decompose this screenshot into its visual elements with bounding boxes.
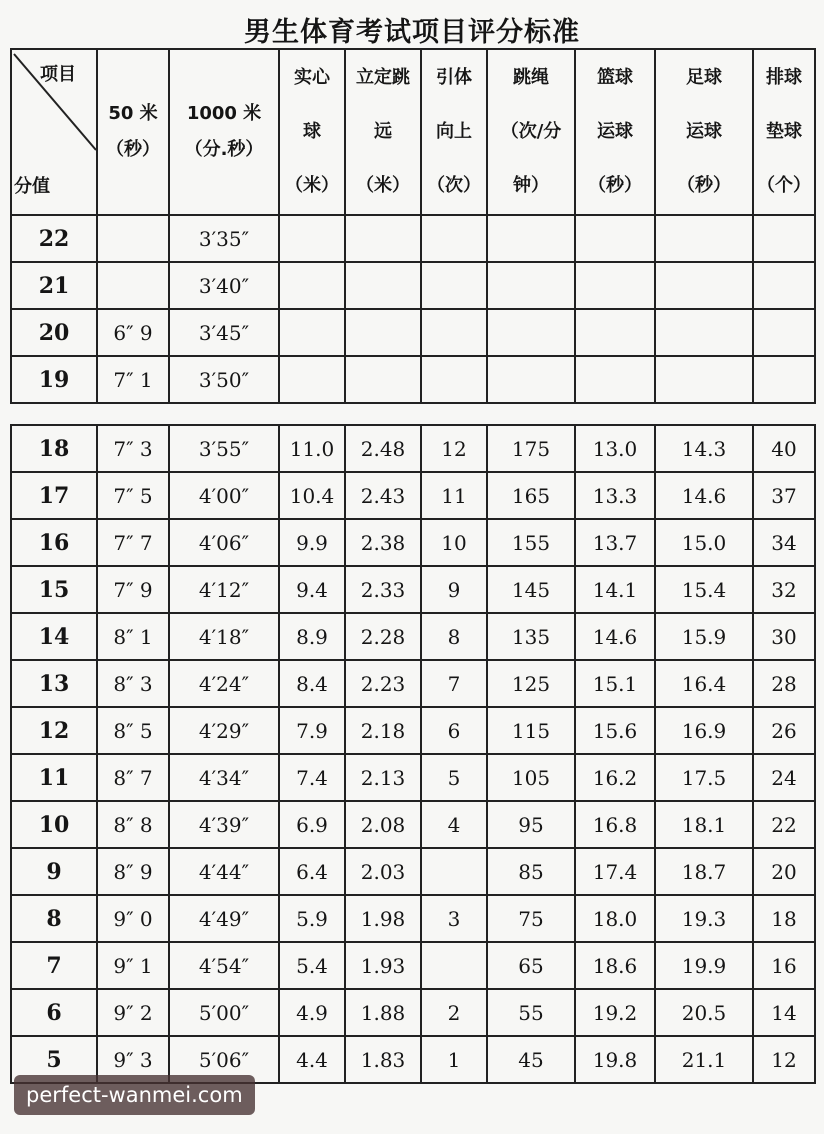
score-cell: 20 bbox=[11, 309, 97, 356]
value-cell: 4′44″ bbox=[169, 848, 279, 895]
table-row bbox=[11, 801, 815, 848]
top-table-body bbox=[11, 215, 815, 403]
table-row bbox=[11, 613, 815, 660]
value-cell: 2.48 bbox=[345, 425, 421, 472]
value-cell: 15.1 bbox=[575, 660, 655, 707]
value-cell: 6.9 bbox=[279, 801, 345, 848]
value-cell: 5′06″ bbox=[169, 1036, 279, 1083]
value-cell: 2.33 bbox=[345, 566, 421, 613]
value-cell: 12 bbox=[753, 1036, 815, 1083]
score-cell: 11 bbox=[11, 754, 97, 801]
value-cell: 32 bbox=[753, 566, 815, 613]
score-table-bottom bbox=[10, 424, 816, 1084]
value-cell: 16.2 bbox=[575, 754, 655, 801]
score-cell: 5 bbox=[11, 1036, 97, 1083]
value-cell: 14.6 bbox=[655, 472, 753, 519]
value-cell: 8 bbox=[421, 613, 487, 660]
value-cell: 13.0 bbox=[575, 425, 655, 472]
value-cell: 3 bbox=[421, 895, 487, 942]
value-cell: 45 bbox=[487, 1036, 575, 1083]
value-cell: 14.1 bbox=[575, 566, 655, 613]
value-cell: 14.6 bbox=[575, 613, 655, 660]
score-cell: 6 bbox=[11, 989, 97, 1036]
value-cell bbox=[655, 356, 753, 403]
value-cell: 2.18 bbox=[345, 707, 421, 754]
value-cell bbox=[279, 215, 345, 262]
value-cell bbox=[279, 356, 345, 403]
value-cell: 10.4 bbox=[279, 472, 345, 519]
value-cell: 4 bbox=[421, 801, 487, 848]
value-cell: 4.4 bbox=[279, 1036, 345, 1083]
table-row bbox=[11, 895, 815, 942]
value-cell: 16.4 bbox=[655, 660, 753, 707]
value-cell: 2 bbox=[421, 989, 487, 1036]
value-cell: 15.6 bbox=[575, 707, 655, 754]
value-cell: 175 bbox=[487, 425, 575, 472]
value-cell: 4′39″ bbox=[169, 801, 279, 848]
value-cell: 16 bbox=[753, 942, 815, 989]
value-cell: 13.7 bbox=[575, 519, 655, 566]
value-cell bbox=[421, 262, 487, 309]
value-cell: 8.9 bbox=[279, 613, 345, 660]
value-cell bbox=[753, 262, 815, 309]
value-cell bbox=[575, 356, 655, 403]
value-cell: 1.93 bbox=[345, 942, 421, 989]
value-cell: 5′00″ bbox=[169, 989, 279, 1036]
table-row bbox=[11, 356, 815, 403]
header-col-shot: 实心 球 （米） bbox=[279, 49, 345, 215]
value-cell: 105 bbox=[487, 754, 575, 801]
header-corner-cell bbox=[11, 49, 97, 215]
header-col-volleyball: 排球 垫球 （个） bbox=[753, 49, 815, 215]
value-cell: 8″ 5 bbox=[97, 707, 169, 754]
value-cell: 2.03 bbox=[345, 848, 421, 895]
value-cell: 2.28 bbox=[345, 613, 421, 660]
header-col-jump-rope: 跳绳 （次/分 钟） bbox=[487, 49, 575, 215]
value-cell: 9″ 2 bbox=[97, 989, 169, 1036]
value-cell: 7 bbox=[421, 660, 487, 707]
value-cell: 8″ 9 bbox=[97, 848, 169, 895]
value-cell bbox=[575, 215, 655, 262]
value-cell bbox=[575, 262, 655, 309]
value-cell: 2.43 bbox=[345, 472, 421, 519]
score-table-top bbox=[10, 48, 816, 404]
value-cell bbox=[655, 309, 753, 356]
value-cell: 3′40″ bbox=[169, 262, 279, 309]
value-cell bbox=[97, 262, 169, 309]
value-cell: 3′35″ bbox=[169, 215, 279, 262]
value-cell: 4.9 bbox=[279, 989, 345, 1036]
value-cell: 20 bbox=[753, 848, 815, 895]
value-cell: 8″ 7 bbox=[97, 754, 169, 801]
value-cell: 14 bbox=[753, 989, 815, 1036]
header-col-football: 足球 运球 （秒） bbox=[655, 49, 753, 215]
value-cell: 26 bbox=[753, 707, 815, 754]
value-cell: 5.9 bbox=[279, 895, 345, 942]
value-cell: 1.98 bbox=[345, 895, 421, 942]
value-cell: 12 bbox=[421, 425, 487, 472]
value-cell: 18.6 bbox=[575, 942, 655, 989]
value-cell: 6.4 bbox=[279, 848, 345, 895]
value-cell: 14.3 bbox=[655, 425, 753, 472]
header-col-pull-up: 引体 向上 （次） bbox=[421, 49, 487, 215]
table-row bbox=[11, 215, 815, 262]
value-cell: 7.9 bbox=[279, 707, 345, 754]
value-cell: 20.5 bbox=[655, 989, 753, 1036]
value-cell bbox=[575, 309, 655, 356]
value-cell bbox=[487, 262, 575, 309]
table-row bbox=[11, 660, 815, 707]
table-row bbox=[11, 309, 815, 356]
value-cell bbox=[97, 215, 169, 262]
value-cell: 115 bbox=[487, 707, 575, 754]
value-cell: 2.13 bbox=[345, 754, 421, 801]
value-cell: 135 bbox=[487, 613, 575, 660]
corner-label-item: 项目 bbox=[40, 64, 76, 85]
score-cell: 10 bbox=[11, 801, 97, 848]
value-cell: 8″ 8 bbox=[97, 801, 169, 848]
value-cell bbox=[487, 215, 575, 262]
header-row bbox=[11, 49, 815, 215]
score-cell: 18 bbox=[11, 425, 97, 472]
value-cell: 15.0 bbox=[655, 519, 753, 566]
value-cell: 4′24″ bbox=[169, 660, 279, 707]
value-cell: 15.9 bbox=[655, 613, 753, 660]
table-row bbox=[11, 942, 815, 989]
value-cell: 10 bbox=[421, 519, 487, 566]
value-cell: 165 bbox=[487, 472, 575, 519]
value-cell: 7″ 7 bbox=[97, 519, 169, 566]
value-cell: 37 bbox=[753, 472, 815, 519]
table-row bbox=[11, 425, 815, 472]
score-cell: 15 bbox=[11, 566, 97, 613]
watermark-label: perfect-wanmei.com bbox=[14, 1075, 255, 1115]
table-row bbox=[11, 262, 815, 309]
value-cell: 75 bbox=[487, 895, 575, 942]
page-title: 男生体育考试项目评分标准 bbox=[244, 17, 580, 48]
value-cell: 2.08 bbox=[345, 801, 421, 848]
value-cell: 65 bbox=[487, 942, 575, 989]
value-cell: 4′49″ bbox=[169, 895, 279, 942]
table-row bbox=[11, 472, 815, 519]
value-cell bbox=[279, 309, 345, 356]
corner-label-score: 分值 bbox=[14, 176, 50, 197]
table-row bbox=[11, 707, 815, 754]
value-cell: 4′00″ bbox=[169, 472, 279, 519]
value-cell: 6 bbox=[421, 707, 487, 754]
value-cell: 4′06″ bbox=[169, 519, 279, 566]
value-cell bbox=[753, 356, 815, 403]
value-cell: 8″ 1 bbox=[97, 613, 169, 660]
value-cell: 7″ 3 bbox=[97, 425, 169, 472]
value-cell: 8.4 bbox=[279, 660, 345, 707]
value-cell: 9″ 1 bbox=[97, 942, 169, 989]
table-row bbox=[11, 754, 815, 801]
value-cell bbox=[487, 309, 575, 356]
value-cell: 18.0 bbox=[575, 895, 655, 942]
value-cell: 19.8 bbox=[575, 1036, 655, 1083]
value-cell: 34 bbox=[753, 519, 815, 566]
score-cell: 7 bbox=[11, 942, 97, 989]
value-cell: 11 bbox=[421, 472, 487, 519]
value-cell: 13.3 bbox=[575, 472, 655, 519]
value-cell: 22 bbox=[753, 801, 815, 848]
value-cell: 4′29″ bbox=[169, 707, 279, 754]
value-cell: 4′12″ bbox=[169, 566, 279, 613]
value-cell bbox=[279, 262, 345, 309]
score-cell: 17 bbox=[11, 472, 97, 519]
score-cell: 13 bbox=[11, 660, 97, 707]
value-cell: 9″ 3 bbox=[97, 1036, 169, 1083]
value-cell bbox=[421, 942, 487, 989]
score-cell: 14 bbox=[11, 613, 97, 660]
score-cell: 21 bbox=[11, 262, 97, 309]
table-row bbox=[11, 989, 815, 1036]
value-cell: 5.4 bbox=[279, 942, 345, 989]
value-cell: 155 bbox=[487, 519, 575, 566]
value-cell bbox=[421, 356, 487, 403]
score-cell: 22 bbox=[11, 215, 97, 262]
value-cell: 3′55″ bbox=[169, 425, 279, 472]
value-cell: 21.1 bbox=[655, 1036, 753, 1083]
value-cell: 19.2 bbox=[575, 989, 655, 1036]
value-cell: 18.7 bbox=[655, 848, 753, 895]
value-cell: 19.3 bbox=[655, 895, 753, 942]
value-cell: 4′54″ bbox=[169, 942, 279, 989]
value-cell: 5 bbox=[421, 754, 487, 801]
value-cell bbox=[345, 356, 421, 403]
value-cell bbox=[421, 309, 487, 356]
value-cell bbox=[421, 848, 487, 895]
value-cell: 15.4 bbox=[655, 566, 753, 613]
value-cell: 8″ 3 bbox=[97, 660, 169, 707]
table-row bbox=[11, 566, 815, 613]
value-cell: 7″ 9 bbox=[97, 566, 169, 613]
value-cell: 17.5 bbox=[655, 754, 753, 801]
value-cell bbox=[753, 309, 815, 356]
header-col-basketball: 篮球 运球 （秒） bbox=[575, 49, 655, 215]
value-cell: 18 bbox=[753, 895, 815, 942]
value-cell: 17.4 bbox=[575, 848, 655, 895]
value-cell: 7.4 bbox=[279, 754, 345, 801]
value-cell: 9.4 bbox=[279, 566, 345, 613]
value-cell: 24 bbox=[753, 754, 815, 801]
value-cell: 19.9 bbox=[655, 942, 753, 989]
value-cell: 7″ 5 bbox=[97, 472, 169, 519]
value-cell: 16.9 bbox=[655, 707, 753, 754]
value-cell: 40 bbox=[753, 425, 815, 472]
score-cell: 9 bbox=[11, 848, 97, 895]
value-cell bbox=[345, 262, 421, 309]
score-cell: 19 bbox=[11, 356, 97, 403]
value-cell: 7″ 1 bbox=[97, 356, 169, 403]
header-col-50m: 50 米 （秒） bbox=[97, 49, 169, 215]
value-cell: 55 bbox=[487, 989, 575, 1036]
score-cell: 16 bbox=[11, 519, 97, 566]
table-row bbox=[11, 519, 815, 566]
value-cell bbox=[345, 309, 421, 356]
value-cell: 18.1 bbox=[655, 801, 753, 848]
value-cell: 1.83 bbox=[345, 1036, 421, 1083]
value-cell: 1 bbox=[421, 1036, 487, 1083]
value-cell: 9.9 bbox=[279, 519, 345, 566]
value-cell: 3′50″ bbox=[169, 356, 279, 403]
value-cell: 1.88 bbox=[345, 989, 421, 1036]
header-col-long-jump: 立定跳 远 （米） bbox=[345, 49, 421, 215]
bottom-table-body bbox=[11, 425, 815, 1083]
value-cell: 145 bbox=[487, 566, 575, 613]
value-cell: 16.8 bbox=[575, 801, 655, 848]
value-cell: 9 bbox=[421, 566, 487, 613]
value-cell: 11.0 bbox=[279, 425, 345, 472]
value-cell: 3′45″ bbox=[169, 309, 279, 356]
value-cell bbox=[421, 215, 487, 262]
value-cell: 2.38 bbox=[345, 519, 421, 566]
value-cell bbox=[655, 215, 753, 262]
score-cell: 12 bbox=[11, 707, 97, 754]
value-cell bbox=[487, 356, 575, 403]
table-row bbox=[11, 848, 815, 895]
value-cell: 2.23 bbox=[345, 660, 421, 707]
value-cell bbox=[753, 215, 815, 262]
value-cell: 30 bbox=[753, 613, 815, 660]
value-cell: 4′18″ bbox=[169, 613, 279, 660]
value-cell: 85 bbox=[487, 848, 575, 895]
score-cell: 8 bbox=[11, 895, 97, 942]
value-cell: 95 bbox=[487, 801, 575, 848]
value-cell: 6″ 9 bbox=[97, 309, 169, 356]
value-cell: 9″ 0 bbox=[97, 895, 169, 942]
value-cell: 4′34″ bbox=[169, 754, 279, 801]
header-col-1000m: 1000 米 （分.秒） bbox=[169, 49, 279, 215]
value-cell bbox=[345, 215, 421, 262]
value-cell bbox=[655, 262, 753, 309]
value-cell: 28 bbox=[753, 660, 815, 707]
value-cell: 125 bbox=[487, 660, 575, 707]
